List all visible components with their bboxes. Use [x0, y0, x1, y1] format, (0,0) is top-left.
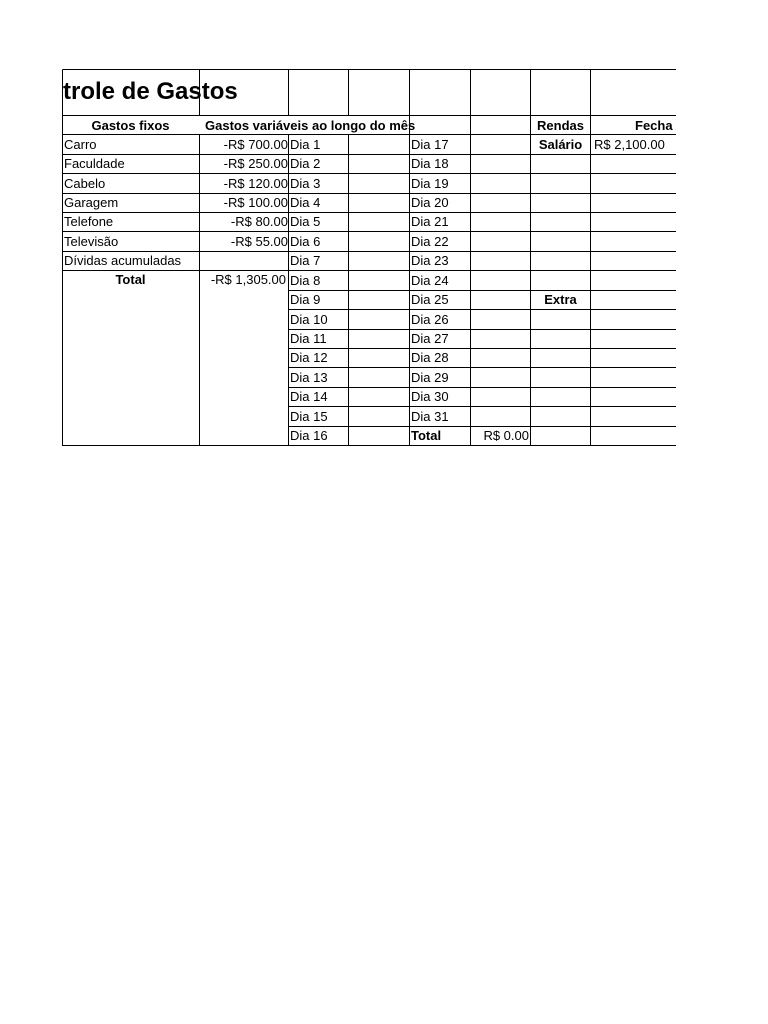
variaveis-total-label: Total: [411, 428, 442, 443]
fixo-value: -R$ 250.00: [223, 156, 288, 171]
dia-label: Dia 29: [411, 370, 449, 385]
dia-label: Dia 4: [290, 195, 321, 210]
dia-label: Dia 19: [411, 176, 449, 191]
header-gastos-fixos: Gastos fixos: [91, 118, 170, 133]
dia-label: Dia 14: [290, 389, 328, 404]
dia-label: Dia 26: [411, 312, 449, 327]
dia-label: Dia 23: [411, 253, 449, 268]
dia-label: Dia 22: [411, 234, 449, 249]
renda-extra-label: Extra: [544, 292, 577, 307]
dia-label: Dia 12: [290, 350, 328, 365]
fixo-label: Garagem: [64, 195, 119, 210]
dia-label: Dia 13: [290, 370, 328, 385]
fixo-label: Faculdade: [64, 156, 125, 171]
fixo-label: Televisão: [64, 234, 119, 249]
fixo-value: -R$ 55.00: [230, 234, 288, 249]
dia-label: Dia 18: [411, 156, 449, 171]
dia-label: Dia 21: [411, 214, 449, 229]
renda-salario-label: Salário: [538, 137, 583, 152]
dia-label: Dia 28: [411, 350, 449, 365]
dia-label: Dia 24: [411, 273, 449, 288]
dia-label: Dia 16: [290, 428, 328, 443]
fixo-label: Carro: [64, 137, 97, 152]
dia-label: Dia 17: [411, 137, 449, 152]
dia-label: Dia 15: [290, 409, 328, 424]
dia-label: Dia 27: [411, 331, 449, 346]
dia-label: Dia 31: [411, 409, 449, 424]
fixo-value: -R$ 80.00: [230, 214, 288, 229]
header-gastos-variaveis: Gastos variáveis ao longo do mês: [205, 118, 416, 133]
dia-label: Dia 11: [290, 331, 327, 346]
spreadsheet: [62, 69, 676, 446]
fixos-total-label: Total: [115, 272, 146, 287]
dia-label: Dia 25: [411, 292, 449, 307]
header-fechamento: Fecha: [635, 118, 673, 133]
dia-label: Dia 1: [290, 137, 321, 152]
dia-label: Dia 20: [411, 195, 449, 210]
fixo-value: [199, 251, 288, 270]
fixo-value: -R$ 120.00: [223, 176, 288, 191]
dia-label: Dia 9: [290, 292, 321, 307]
dia-label: Dia 6: [290, 234, 321, 249]
header-rendas: Rendas: [537, 118, 584, 133]
fixo-label: Telefone: [64, 214, 114, 229]
dia-label: Dia 7: [290, 253, 321, 268]
fixo-label: Dívidas acumuladas: [64, 253, 182, 268]
fixos-total-value: -R$ 1,305.00: [210, 272, 286, 287]
renda-salario-value: R$ 2,100.00: [594, 137, 665, 152]
dia-label: Dia 8: [290, 273, 321, 288]
variaveis-total-value: R$ 0.00: [483, 428, 529, 443]
sheet-title: trole de Gastos: [63, 78, 238, 105]
fixo-label: Cabelo: [64, 176, 106, 191]
dia-label: Dia 10: [290, 312, 328, 327]
fixo-value: -R$ 100.00: [223, 195, 288, 210]
dia-label: Dia 3: [290, 176, 321, 191]
dia-label: Dia 5: [290, 214, 321, 229]
dia-label: Dia 2: [290, 156, 321, 171]
dia-label: Dia 30: [411, 389, 449, 404]
fixo-value: -R$ 700.00: [223, 137, 288, 152]
